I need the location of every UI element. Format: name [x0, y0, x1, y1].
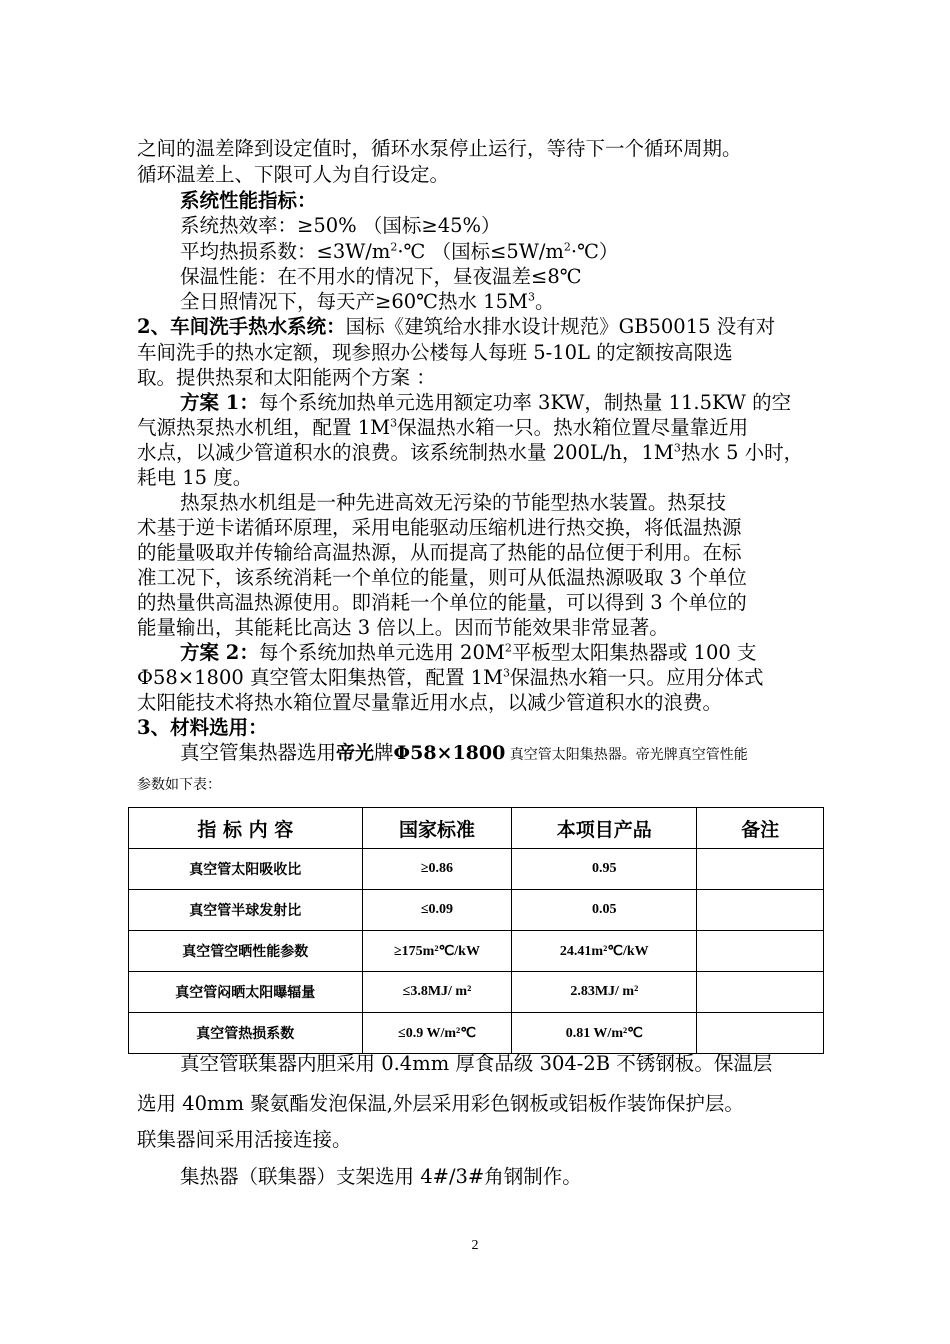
body-text-line: 真空管联集器内胆采用 0.4mm 厚食品级 304-2B 不锈钢板。保温层	[180, 1052, 773, 1075]
section-heading: 2、车间洗手热水系统：	[137, 315, 346, 338]
table-cell: ≥0.86	[362, 849, 512, 890]
body-text-line: 循环温差上、下限可人为自行设定。	[137, 163, 450, 186]
body-text-line: 能量输出，其能耗比高达 3 倍以上。因而节能效果非常显著。	[137, 616, 669, 639]
table-cell: 0.81 W/m²℃	[512, 1013, 697, 1054]
material-line: 真空管集热器选用帝光牌Φ58×1800 真空管太阳集热器。帝光牌真空管性能	[180, 741, 748, 764]
table-cell: 2.83MJ/ m²	[512, 972, 697, 1013]
body-text-line: 太阳能技术将热水箱位置尽量靠近用水点，以减少管道积水的浪费。	[137, 691, 723, 714]
body-text-line: 的热量供高温热源使用。即消耗一个单位的能量，可以得到 3 个单位的	[137, 591, 747, 614]
body-text-line: 的能量吸取并传输给高温热源，从而提高了热能的品位便于利用。在标	[137, 541, 742, 564]
body-text-line: 集热器（联集器）支架选用 4#/3#角钢制作。	[180, 1165, 582, 1188]
table-cell: 真空管太阳吸收比	[129, 849, 363, 890]
table-cell: ≤3.8MJ/ m²	[362, 972, 512, 1013]
column-header: 国家标准	[362, 808, 512, 849]
body-text-line: 术基于逆卡诺循环原理，采用电能驱动压缩机进行热交换，将低温热源	[137, 516, 742, 539]
plan-1-line: 方案 1：每个系统加热单元选用额定功率 3KW，制热量 11.5KW 的空	[180, 391, 792, 414]
perf-line: 全日照情况下，每天产≥60℃热水 $15M^3$。	[180, 290, 555, 313]
column-header: 指 标 内 容	[129, 808, 363, 849]
table-cell: 真空管闷晒太阳曝辐量	[129, 972, 363, 1013]
table-row	[129, 849, 824, 890]
body-text-line: 取。提供热泵和太阳能两个方案 ：	[137, 366, 436, 389]
table-row	[129, 931, 824, 972]
body-text-line: 准工况下，该系统消耗一个单位的能量，则可从低温热源吸取 3 个单位	[137, 566, 747, 589]
table-cell	[697, 890, 824, 931]
body-text-line: 耗电 15 度。	[137, 466, 253, 489]
table-cell	[697, 1013, 824, 1054]
table-cell: 0.95	[512, 849, 697, 890]
table-cell: 真空管空晒性能参数	[129, 931, 363, 972]
body-text-line: Φ58×1800 真空管太阳集热管，配置 $1M^3$保温热水箱一只。应用分体式	[137, 666, 764, 689]
spec-table	[128, 807, 824, 1054]
body-text-line: 水点，以减少管道积水的浪费。该系统制热水量 200L/h，$1M^3$热水 5 小时，	[137, 441, 804, 464]
table-row	[129, 972, 824, 1013]
section-2-line: 2、车间洗手热水系统：国标《建筑给水排水设计规范》GB50015 没有对	[137, 315, 776, 338]
section-heading: 3、材料选用：	[137, 716, 268, 739]
column-header: 本项目产品	[512, 808, 697, 849]
body-text-line: 联集器间采用活接连接。	[137, 1128, 352, 1151]
body-text-line: 热泵热水机组是一种先进高效无污染的节能型热水装置。热泵技	[180, 491, 727, 514]
perf-line: 系统热效率：≥50% （国标≥45%）	[180, 214, 501, 237]
table-cell: 真空管半球发射比	[129, 890, 363, 931]
perf-line: 保温性能：在不用水的情况下，昼夜温差≤8℃	[180, 265, 582, 288]
table-cell	[697, 931, 824, 972]
table-cell	[697, 849, 824, 890]
table-cell: 真空管热损系数	[129, 1013, 363, 1054]
page-number: 2	[471, 1238, 479, 1253]
section-heading: 系统性能指标：	[180, 189, 317, 212]
table-cell: 0.05	[512, 890, 697, 931]
table-row	[129, 890, 824, 931]
column-header: 备注	[697, 808, 824, 849]
table-row	[129, 1013, 824, 1054]
material-line: 参数如下表：	[137, 777, 221, 793]
table-cell: ≤0.09	[362, 890, 512, 931]
table-cell: ≤0.9 W/m²℃	[362, 1013, 512, 1054]
perf-line: 平均热损系数：$\le 3W/m^2\cdot℃$ （国标$\le 5W/m^2\cdot℃$）	[180, 240, 619, 263]
table-cell	[697, 972, 824, 1013]
plan-2-line: 方案 2：每个系统加热单元选用 $20M^2$平板型太阳集热器或 100 支	[180, 641, 757, 664]
plan-label: 方案 2：	[180, 641, 259, 664]
body-text-line: 气源热泵热水机组，配置 $1M^3$保温热水箱一只。热水箱位置尽量靠近用	[137, 416, 749, 439]
plan-label: 方案 1：	[180, 391, 259, 414]
body-text-line: 选用 40mm 聚氨酯发泡保温,外层采用彩色钢板或铝板作装饰保护层。	[137, 1092, 744, 1115]
table-cell: ≥175m²℃/kW	[362, 931, 512, 972]
body-text-line: 之间的温差降到设定值时，循环水泵停止运行，等待下一个循环周期。	[137, 137, 742, 160]
table-header-row	[129, 808, 824, 849]
body-text-line: 车间洗手的热水定额，现参照办公楼每人每班 5-10L 的定额按高限选	[137, 341, 733, 364]
table-cell: 24.41m²℃/kW	[512, 931, 697, 972]
